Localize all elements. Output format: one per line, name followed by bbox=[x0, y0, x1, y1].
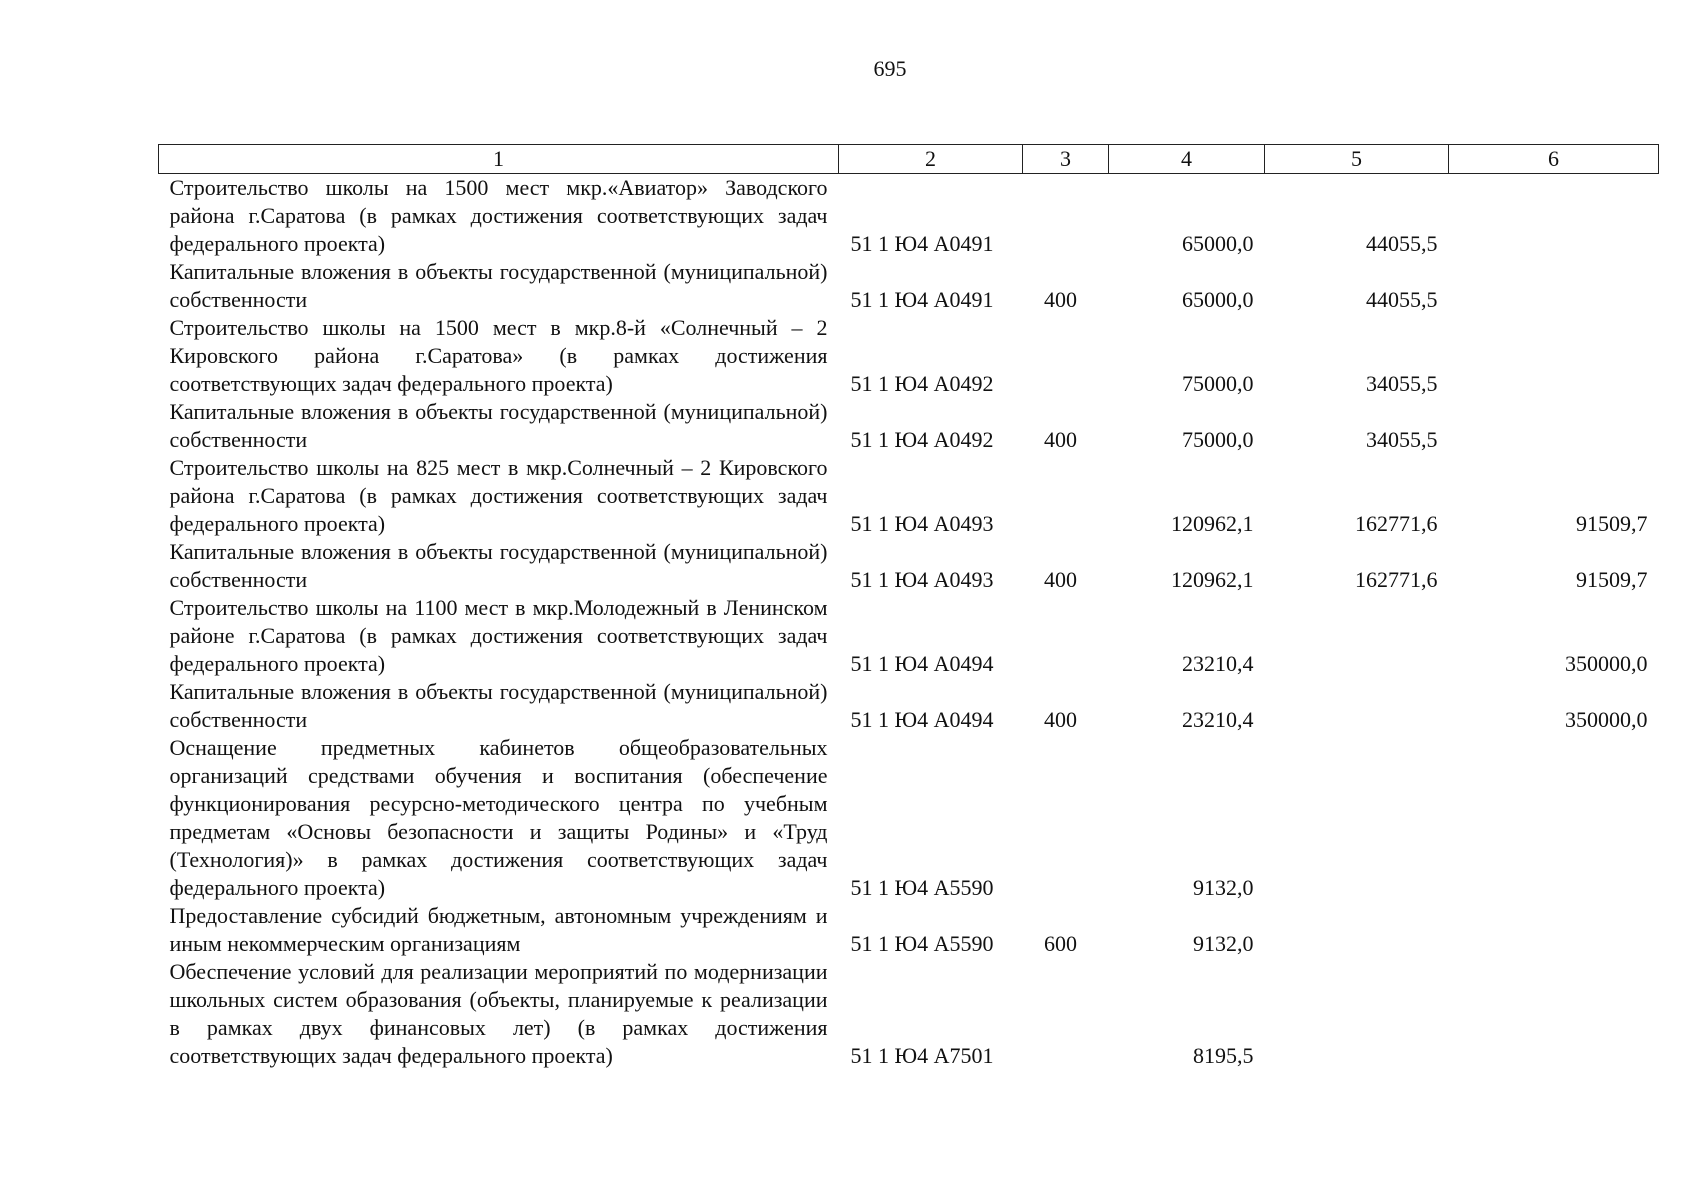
row-amount-col5-cell: 44055,5 bbox=[1366, 287, 1438, 312]
row-code-cell: 51 1 Ю4 A0492 bbox=[850, 427, 994, 452]
row-name-cell: Оснащение предметных кабинетов общеобразовательных организаций средствами обучения и воспитания (обеспечение функционирования ресурсно-методического центра по учебным предметам «Основы безопасности и защиты Родины» и «Труд (Технология)» в рамках достижения соответствующих задач федерального проекта) bbox=[169, 735, 828, 900]
row-name-cell: Капитальные вложения в объекты государственной (муниципальной) собственности bbox=[169, 399, 828, 452]
table-row bbox=[159, 678, 1659, 734]
row-code-cell: 51 1 Ю4 A0494 bbox=[850, 707, 994, 732]
row-expense-type-cell bbox=[1023, 314, 1109, 398]
row-amount-col4-cell: 9132,0 bbox=[1193, 875, 1254, 900]
row-amount-col4-cell: 120962,1 bbox=[1171, 567, 1254, 592]
row-amount-col5-cell bbox=[1265, 958, 1449, 1070]
table-row bbox=[159, 398, 1659, 454]
row-amount-col4-cell: 23210,4 bbox=[1182, 651, 1254, 676]
row-amount-col6-cell: 91509,7 bbox=[1576, 567, 1648, 592]
row-amount-col4-cell: 65000,0 bbox=[1182, 231, 1254, 256]
row-code-cell: 51 1 Ю4 A0491 bbox=[850, 231, 994, 256]
row-code-cell: 51 1 Ю4 A0492 bbox=[850, 371, 994, 396]
row-expense-type-cell: 400 bbox=[1044, 427, 1077, 452]
row-amount-col4-cell: 8195,5 bbox=[1193, 1043, 1254, 1068]
row-name-cell: Строительство школы на 1500 мест в мкр.8-й «Солнечный – 2 Кировского района г.Саратова» (в рамках достижения соответствующих задач федерального проекта) bbox=[169, 315, 828, 396]
row-amount-col6-cell bbox=[1449, 258, 1659, 314]
row-code-cell: 51 1 Ю4 A5590 bbox=[850, 875, 994, 900]
table-row bbox=[159, 258, 1659, 314]
row-amount-col4-cell: 65000,0 bbox=[1182, 287, 1254, 312]
row-amount-col4-cell: 9132,0 bbox=[1193, 931, 1254, 956]
column-header-5: 5 bbox=[1265, 145, 1449, 174]
row-amount-col4-cell: 75000,0 bbox=[1182, 427, 1254, 452]
row-name-cell: Обеспечение условий для реализации мероприятий по модернизации школьных систем образования (объекты, планируемые к реализации в рамках двух финансовых лет) (в рамках достижения соответствующих задач федерального проекта) bbox=[169, 959, 828, 1068]
column-header-2: 2 bbox=[839, 145, 1023, 174]
row-expense-type-cell bbox=[1023, 734, 1109, 902]
table-row bbox=[159, 902, 1659, 958]
row-code-cell: 51 1 Ю4 A0494 bbox=[850, 651, 994, 676]
row-code-cell: 51 1 Ю4 A0493 bbox=[850, 511, 994, 536]
table-body bbox=[159, 174, 1659, 1071]
row-amount-col4-cell: 75000,0 bbox=[1182, 371, 1254, 396]
table-row bbox=[159, 958, 1659, 1070]
row-amount-col5-cell: 34055,5 bbox=[1366, 427, 1438, 452]
row-amount-col5-cell: 44055,5 bbox=[1366, 231, 1438, 256]
row-amount-col6-cell bbox=[1449, 902, 1659, 958]
row-amount-col6-cell bbox=[1449, 174, 1659, 259]
row-amount-col6-cell bbox=[1449, 734, 1659, 902]
row-expense-type-cell bbox=[1023, 454, 1109, 538]
row-name-cell: Капитальные вложения в объекты государственной (муниципальной) собственности bbox=[169, 259, 828, 312]
column-header-1: 1 bbox=[159, 145, 839, 174]
header-row bbox=[159, 145, 1659, 174]
row-expense-type-cell: 600 bbox=[1044, 931, 1077, 956]
row-amount-col5-cell bbox=[1265, 678, 1449, 734]
budget-table bbox=[158, 144, 1659, 1070]
row-code-cell: 51 1 Ю4 A7501 bbox=[850, 1043, 994, 1068]
row-amount-col6-cell: 350000,0 bbox=[1565, 651, 1648, 676]
row-amount-col6-cell bbox=[1449, 398, 1659, 454]
table-row bbox=[159, 174, 1659, 259]
row-name-cell: Капитальные вложения в объекты государственной (муниципальной) собственности bbox=[169, 539, 828, 592]
table-row bbox=[159, 734, 1659, 902]
row-amount-col4-cell: 23210,4 bbox=[1182, 707, 1254, 732]
row-name-cell: Строительство школы на 1500 мест мкр.«Авиатор» Заводского района г.Саратова (в рамках достижения соответствующих задач федерального проекта) bbox=[169, 175, 828, 256]
column-header-6: 6 bbox=[1449, 145, 1659, 174]
table-row bbox=[159, 454, 1659, 538]
row-amount-col6-cell: 91509,7 bbox=[1576, 511, 1648, 536]
table-row bbox=[159, 594, 1659, 678]
row-amount-col5-cell bbox=[1265, 902, 1449, 958]
table-row bbox=[159, 314, 1659, 398]
row-expense-type-cell: 400 bbox=[1044, 707, 1077, 732]
page-number: 695 bbox=[873, 56, 907, 81]
row-amount-col5-cell: 162771,6 bbox=[1355, 567, 1438, 592]
row-name-cell: Строительство школы на 1100 мест в мкр.Молодежный в Ленинском районе г.Саратова (в рамках достижения соответствующих задач федерального проекта) bbox=[169, 595, 828, 676]
row-amount-col5-cell bbox=[1265, 594, 1449, 678]
row-amount-col6-cell bbox=[1449, 314, 1659, 398]
row-amount-col6-cell: 350000,0 bbox=[1565, 707, 1648, 732]
column-header-3: 3 bbox=[1023, 145, 1109, 174]
table-row bbox=[159, 538, 1659, 594]
row-name-cell: Капитальные вложения в объекты государственной (муниципальной) собственности bbox=[169, 679, 828, 732]
row-expense-type-cell bbox=[1023, 174, 1109, 259]
table-header bbox=[159, 145, 1659, 174]
row-amount-col6-cell bbox=[1449, 958, 1659, 1070]
row-amount-col5-cell bbox=[1265, 734, 1449, 902]
budget-table-container bbox=[158, 144, 1658, 1070]
row-code-cell: 51 1 Ю4 A0493 bbox=[850, 567, 994, 592]
column-header-4: 4 bbox=[1109, 145, 1265, 174]
row-name-cell: Предоставление субсидий бюджетным, автономным учреждениям и иным некоммерческим организациям bbox=[169, 903, 828, 956]
row-amount-col4-cell: 120962,1 bbox=[1171, 511, 1254, 536]
row-amount-col5-cell: 162771,6 bbox=[1355, 511, 1438, 536]
row-code-cell: 51 1 Ю4 A0491 bbox=[850, 287, 994, 312]
row-expense-type-cell bbox=[1023, 594, 1109, 678]
row-expense-type-cell: 400 bbox=[1044, 567, 1077, 592]
row-expense-type-cell bbox=[1023, 958, 1109, 1070]
row-expense-type-cell: 400 bbox=[1044, 287, 1077, 312]
row-code-cell: 51 1 Ю4 A5590 bbox=[850, 931, 994, 956]
row-amount-col5-cell: 34055,5 bbox=[1366, 371, 1438, 396]
row-name-cell: Строительство школы на 825 мест в мкр.Солнечный – 2 Кировского района г.Саратова (в рамках достижения соответствующих задач федерального проекта) bbox=[169, 455, 828, 536]
